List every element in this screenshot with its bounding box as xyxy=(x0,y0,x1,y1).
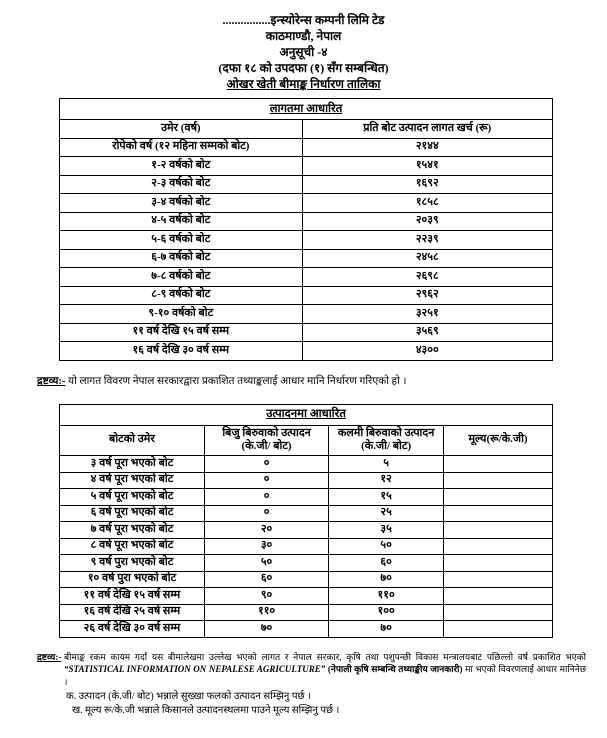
section-reference: (दफा १८ को उपदफा (१) सँग सम्बन्धित) xyxy=(218,61,389,75)
table-cell: २९६२ xyxy=(302,286,552,305)
company-location: काठमाण्डौ, नेपाल xyxy=(265,29,342,43)
table-row xyxy=(60,555,553,572)
table-cell: २५ xyxy=(329,505,444,522)
table-row xyxy=(60,342,553,361)
table-cell xyxy=(444,621,553,638)
schedule-number: अनुसूची -४ xyxy=(279,45,328,59)
table-cell: ११ वर्ष देखि १५ वर्ष सम्म xyxy=(60,323,303,342)
table-cell: ४ वर्ष पूरा भएको बोट xyxy=(60,472,205,489)
note-sum-insured-basis xyxy=(37,651,587,689)
table-cell: ३५ xyxy=(329,522,444,539)
table-cell: ५ xyxy=(329,456,444,473)
table-cell: ११० xyxy=(329,588,444,605)
note-cost-source-label: द्रष्टव्य:- xyxy=(37,375,66,387)
document-header xyxy=(0,0,607,92)
table-cell xyxy=(444,588,553,605)
production-table-body xyxy=(60,456,553,638)
production-table-col-seedling: बिजु बिरुवाको उत्पादन (के.जी/ बोट) xyxy=(204,425,328,456)
table-cell: ५-६ वर्षको बोट xyxy=(60,231,303,250)
table-cell: १५४१ xyxy=(302,157,552,176)
cost-table-col-cost: प्रति बोट उत्पादन लागत खर्च (रू) xyxy=(302,120,552,139)
table-row xyxy=(60,286,553,305)
table-cell: ७ वर्ष पूरा भएको बोट xyxy=(60,522,205,539)
table-cell: ७० xyxy=(204,621,328,638)
table-cell xyxy=(444,472,553,489)
table-cell: १० वर्ष पुरा भएको बोट xyxy=(60,571,205,588)
table-cell xyxy=(444,604,553,621)
table-cell: ७० xyxy=(329,621,444,638)
production-based-table xyxy=(59,404,553,638)
production-table-title-row xyxy=(60,404,553,425)
production-table-title xyxy=(60,404,553,425)
document-title: ओखर खेती बीमाङ्क निर्धारण तालिका xyxy=(226,77,381,91)
table-cell: २० xyxy=(204,522,328,539)
table-cell: ० xyxy=(204,472,328,489)
definition-item-production: क. उत्पादन (के.जी/ बोट) भन्नाले सुख्खा फलको उत्पादन सम्झिनु पर्छ । xyxy=(66,691,311,702)
note-cost-source xyxy=(37,375,587,389)
production-table-header-row xyxy=(60,425,553,456)
table-cell: ५० xyxy=(329,538,444,555)
table-row xyxy=(60,157,553,176)
table-cell: ३-४ वर्षको बोट xyxy=(60,194,303,213)
table-cell: १५ xyxy=(329,489,444,506)
table-cell: ७-८ वर्षको बोट xyxy=(60,268,303,287)
table-row xyxy=(60,138,553,157)
table-cell: १६ वर्ष देखि २५ वर्ष सम्म xyxy=(60,604,205,621)
table-cell: २६ वर्ष देखि ३० वर्ष सम्म xyxy=(60,621,205,638)
table-cell: १०० xyxy=(329,604,444,621)
note-sum-insured-label: द्रष्टव्य:- xyxy=(37,651,62,662)
statistical-publication-title: “STATISTICAL INFORMATION ON NEPALESE AGRICULTURE” xyxy=(64,664,326,674)
table-row xyxy=(60,522,553,539)
table-cell: ३० xyxy=(204,538,328,555)
table-cell: ६० xyxy=(329,555,444,572)
production-table-title-text: उत्पादनमा आधारित xyxy=(266,408,346,421)
table-cell: २२३९ xyxy=(302,231,552,250)
production-table-col-age: बोटको उमेर xyxy=(60,425,205,456)
table-cell: ० xyxy=(204,505,328,522)
table-cell: ९-१० वर्षको बोट xyxy=(60,305,303,324)
table-row xyxy=(60,231,553,250)
table-cell: ११ वर्ष देखि १५ वर्ष सम्म xyxy=(60,588,205,605)
table-cell: ९ वर्ष पुरा भएको बोट xyxy=(60,555,205,572)
table-cell: १६ वर्ष देखि ३० वर्ष सम्म xyxy=(60,342,303,361)
production-table-col-price: मूल्य(रू/के.जी) xyxy=(444,425,553,456)
table-cell: ७० xyxy=(329,571,444,588)
table-cell: २६९८ xyxy=(302,268,552,287)
table-cell: ३५६९ xyxy=(302,323,552,342)
table-row xyxy=(60,456,553,473)
table-cell: १२ xyxy=(329,472,444,489)
table-cell: ८ वर्ष पूरा भएको बोट xyxy=(60,538,205,555)
note-sum-insured-text-1: बीमाङ्क रकम कायम गर्दा यस बीमालेखमा उल्लेख भएको लागत र नेपाल सरकार, कृषि तथा पशुपन्छी विकास मन्त्रालयबाट पछिल्लो वर्ष प्रकाशित भएको xyxy=(64,651,586,662)
table-cell: ० xyxy=(204,489,328,506)
cost-table-title-row xyxy=(60,99,553,120)
table-row xyxy=(60,571,553,588)
table-cell: ४३०० xyxy=(302,342,552,361)
table-cell: १६९२ xyxy=(302,175,552,194)
table-cell: रोपेको वर्ष (१२ महिना सम्मको बोट) xyxy=(60,138,303,157)
table-row xyxy=(60,305,553,324)
table-row xyxy=(60,323,553,342)
table-cell: ६० xyxy=(204,571,328,588)
table-cell xyxy=(444,571,553,588)
table-row xyxy=(60,538,553,555)
table-cell: २-३ वर्षको बोट xyxy=(60,175,303,194)
table-row xyxy=(60,489,553,506)
table-cell: ३२५१ xyxy=(302,305,552,324)
table-cell xyxy=(444,456,553,473)
cost-table-title xyxy=(60,99,553,120)
cost-table-title-text: लागतमा आधारित xyxy=(269,102,343,115)
table-row xyxy=(60,472,553,489)
company-name: ................इन्स्योरेन्स कम्पनी लिमि टेड xyxy=(222,13,385,27)
cost-table-header-row xyxy=(60,120,553,139)
table-cell: २०३९ xyxy=(302,212,552,231)
table-cell: ८-९ वर्षको बोट xyxy=(60,286,303,305)
statistical-publication-nepali: (नेपाली कृषि सम्बन्धि तथ्याङ्कीय जानकारी) xyxy=(327,664,463,674)
table-cell: ६ वर्ष पूरा भएको बोट xyxy=(60,505,205,522)
table-cell: ० xyxy=(204,456,328,473)
table-cell xyxy=(444,489,553,506)
table-row xyxy=(60,505,553,522)
cost-table-col-age: उमेर (वर्ष) xyxy=(60,120,303,139)
table-row xyxy=(60,268,553,287)
table-cell: ९० xyxy=(204,588,328,605)
table-row xyxy=(60,621,553,638)
production-table-col-grafted: कलमी बिरुवाको उत्पादन (के.जी/ बोट) xyxy=(329,425,444,456)
table-cell xyxy=(444,538,553,555)
table-cell: ६-७ वर्षको बोट xyxy=(60,249,303,268)
table-cell: ५० xyxy=(204,555,328,572)
table-cell: ४-५ वर्षको बोट xyxy=(60,212,303,231)
note-cost-source-text: यो लागत विवरण नेपाल सरकारद्वारा प्रकाशित तथ्याङ्कलाई आधार मानि निर्धारण गरिएको हो । xyxy=(68,375,407,387)
table-cell: १८५८ xyxy=(302,194,552,213)
cost-table-body xyxy=(60,138,553,360)
table-cell: ५ वर्ष पूरा भएको बोट xyxy=(60,489,205,506)
table-cell xyxy=(444,555,553,572)
table-cell xyxy=(444,522,553,539)
table-cell xyxy=(444,505,553,522)
table-row xyxy=(60,212,553,231)
definition-item-price: ख. मूल्य रू/के.जी भन्नाले किसानले उत्पादनस्थलमा पाउने मूल्य सम्झिनु पर्छ । xyxy=(72,704,340,716)
note-sum-insured-text-2: मा भएको विवरणलाई आधार मानिनेछ । xyxy=(64,664,587,687)
table-cell: २४५८ xyxy=(302,249,552,268)
table-row xyxy=(60,175,553,194)
table-cell: ३ वर्ष पूरा भएको बोट xyxy=(60,456,205,473)
table-cell: १-२ वर्षको बोट xyxy=(60,157,303,176)
table-row xyxy=(60,194,553,213)
table-cell: २१४४ xyxy=(302,138,552,157)
table-cell: ११० xyxy=(204,604,328,621)
table-row xyxy=(60,249,553,268)
table-row xyxy=(60,588,553,605)
table-row xyxy=(60,604,553,621)
cost-based-table xyxy=(59,98,553,361)
